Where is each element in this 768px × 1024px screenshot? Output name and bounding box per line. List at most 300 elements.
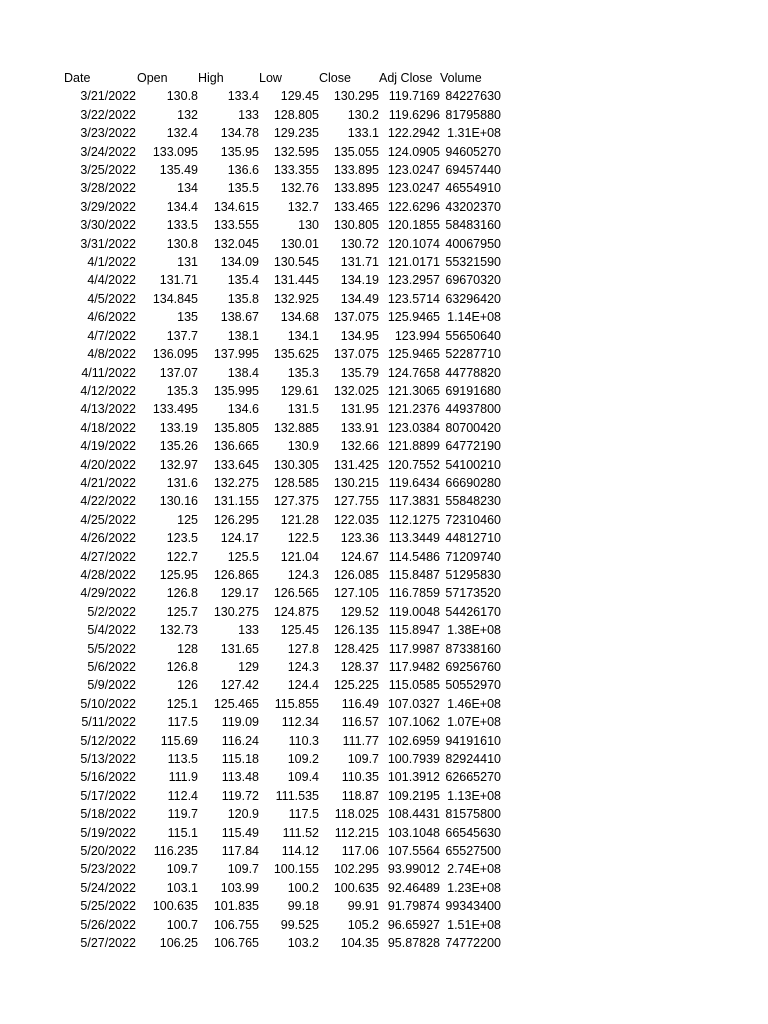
open-cell: 116.235 <box>153 844 198 859</box>
adj-close-cell: 120.7552 <box>387 457 440 472</box>
close-cell: 133.895 <box>333 181 379 196</box>
low-cell: 124.3 <box>287 567 319 582</box>
table-row <box>62 124 501 142</box>
date-cell: 3/30/2022 <box>80 218 136 233</box>
adj-close-cell: 122.6296 <box>387 199 440 214</box>
date-cell: 4/7/2022 <box>87 328 136 343</box>
high-cell: 134.78 <box>220 126 259 141</box>
low-cell: 132.885 <box>273 420 319 435</box>
close-cell: 131.95 <box>340 402 379 417</box>
high-cell: 133.645 <box>213 457 259 472</box>
date-cell: 3/21/2022 <box>80 89 136 104</box>
close-cell: 137.075 <box>333 310 379 325</box>
table-row <box>62 437 501 455</box>
stock-price-table <box>62 69 501 953</box>
date-cell: 3/25/2022 <box>80 163 136 178</box>
table-row <box>62 824 501 842</box>
volume-cell: 94605270 <box>445 144 501 159</box>
open-cell: 131 <box>177 255 198 270</box>
close-cell: 125.225 <box>333 678 379 693</box>
adj-close-cell: 121.8899 <box>387 439 440 454</box>
date-cell: 4/4/2022 <box>87 273 136 288</box>
date-cell: 5/4/2022 <box>87 623 136 638</box>
low-cell: 130.305 <box>273 457 319 472</box>
table-row <box>62 492 501 510</box>
high-cell: 133.4 <box>227 89 259 104</box>
table-row <box>62 456 501 474</box>
low-cell: 115.855 <box>274 696 319 711</box>
high-cell: 133.555 <box>213 218 259 233</box>
low-cell: 132.76 <box>280 181 319 196</box>
table-row <box>62 308 501 326</box>
volume-cell: 65527500 <box>445 844 501 859</box>
adj-close-cell: 113.3449 <box>388 531 440 546</box>
high-cell: 106.755 <box>213 917 259 932</box>
close-cell: 112.215 <box>334 825 379 840</box>
close-cell: 122.035 <box>333 512 379 527</box>
adj-close-cell: 125.9465 <box>387 310 440 325</box>
adj-close-cell: 107.1062 <box>387 715 440 730</box>
open-cell: 125.7 <box>166 604 198 619</box>
adj-close-cell: 92.46489 <box>387 880 440 895</box>
date-cell: 4/26/2022 <box>80 531 136 546</box>
volume-cell: 1.51E+08 <box>447 917 501 932</box>
date-cell: 3/28/2022 <box>80 181 136 196</box>
volume-cell: 69191680 <box>445 383 501 398</box>
close-cell: 130.2 <box>347 107 379 122</box>
low-cell: 129.61 <box>280 383 319 398</box>
date-cell: 5/13/2022 <box>80 752 136 767</box>
low-cell: 114.12 <box>281 844 319 859</box>
open-cell: 132.97 <box>159 457 198 472</box>
open-cell: 137.7 <box>166 328 198 343</box>
close-cell: 133.91 <box>340 420 379 435</box>
volume-cell: 87338160 <box>445 641 501 656</box>
open-cell: 135.3 <box>166 383 198 398</box>
open-cell: 126.8 <box>166 586 198 601</box>
open-cell: 135.26 <box>159 439 198 454</box>
table-row <box>62 327 501 345</box>
table-row <box>62 143 501 161</box>
high-cell: 136.6 <box>227 163 259 178</box>
open-cell: 137.07 <box>159 365 198 380</box>
open-cell: 115.69 <box>160 733 198 748</box>
low-cell: 122.5 <box>287 531 319 546</box>
adj-close-cell: 107.0327 <box>387 696 440 711</box>
table-row <box>62 658 501 676</box>
adj-close-cell: 121.0171 <box>387 255 440 270</box>
volume-cell: 55848230 <box>445 494 501 509</box>
table-row <box>62 235 501 253</box>
date-cell: 5/6/2022 <box>87 660 136 674</box>
high-cell: 133 <box>238 107 259 122</box>
low-cell: 111.535 <box>275 788 319 803</box>
adj-close-cell: 123.5714 <box>387 291 440 306</box>
adj-close-cell: 112.1275 <box>388 512 440 527</box>
volume-cell: 64772190 <box>445 439 501 454</box>
date-cell: 4/8/2022 <box>87 347 136 362</box>
high-cell: 115.49 <box>221 825 259 840</box>
high-cell: 103.99 <box>220 880 259 895</box>
column-header-close: Close <box>319 71 351 85</box>
close-cell: 135.79 <box>340 365 379 380</box>
low-cell: 124.875 <box>273 604 319 619</box>
open-cell: 134.845 <box>152 291 198 306</box>
table-row <box>62 584 501 602</box>
table-row <box>62 198 501 216</box>
date-cell: 5/27/2022 <box>80 936 136 951</box>
table-row <box>62 548 501 566</box>
open-cell: 135.49 <box>159 163 198 178</box>
date-cell: 5/19/2022 <box>80 825 136 840</box>
date-cell: 5/5/2022 <box>87 641 136 656</box>
spreadsheet <box>62 69 502 953</box>
close-cell: 123.36 <box>340 531 379 546</box>
close-cell: 129.52 <box>340 604 379 619</box>
high-cell: 101.835 <box>213 899 259 914</box>
date-cell: 5/10/2022 <box>80 696 136 711</box>
table-row <box>62 713 501 731</box>
date-cell: 3/23/2022 <box>80 126 136 141</box>
date-cell: 4/29/2022 <box>80 586 136 601</box>
adj-close-cell: 124.0905 <box>387 144 440 159</box>
adj-close-cell: 122.2942 <box>387 126 440 141</box>
low-cell: 130 <box>298 218 319 233</box>
volume-cell: 54426170 <box>445 604 501 619</box>
table-row <box>62 916 501 934</box>
high-cell: 130.275 <box>213 604 259 619</box>
adj-close-cell: 102.6959 <box>387 733 440 748</box>
low-cell: 125.45 <box>280 623 319 638</box>
close-cell: 116.57 <box>341 715 379 730</box>
open-cell: 100.7 <box>166 917 198 932</box>
volume-cell: 69670320 <box>445 273 501 288</box>
close-cell: 130.215 <box>333 475 379 490</box>
high-cell: 131.155 <box>213 494 259 509</box>
open-cell: 111.9 <box>168 770 198 785</box>
low-cell: 135.3 <box>287 365 319 380</box>
open-cell: 126.8 <box>166 660 198 674</box>
table-row <box>62 805 501 823</box>
table-row <box>62 253 501 271</box>
date-cell: 4/19/2022 <box>80 439 136 454</box>
adj-close-cell: 119.6296 <box>388 107 440 122</box>
high-cell: 134.615 <box>213 199 259 214</box>
adj-close-cell: 117.9482 <box>388 660 440 674</box>
close-cell: 118.025 <box>334 807 379 822</box>
high-cell: 125.465 <box>213 696 259 711</box>
high-cell: 135.4 <box>227 273 259 288</box>
close-cell: 134.95 <box>340 328 379 343</box>
open-cell: 131.6 <box>166 475 198 490</box>
date-cell: 5/9/2022 <box>87 678 136 693</box>
close-cell: 130.72 <box>340 236 379 251</box>
adj-close-cell: 123.0247 <box>387 181 440 196</box>
low-cell: 99.18 <box>287 899 319 914</box>
date-cell: 5/18/2022 <box>80 807 136 822</box>
low-cell: 129.235 <box>273 126 319 141</box>
volume-cell: 80700420 <box>445 420 501 435</box>
adj-close-cell: 107.5564 <box>387 844 440 859</box>
open-cell: 128 <box>177 641 198 656</box>
open-cell: 130.8 <box>166 89 198 104</box>
high-cell: 115.18 <box>221 752 259 767</box>
volume-cell: 55650640 <box>445 328 501 343</box>
low-cell: 130.9 <box>287 439 319 454</box>
table-row <box>62 768 501 786</box>
open-cell: 122.7 <box>166 549 198 564</box>
low-cell: 133.355 <box>273 163 319 178</box>
volume-cell: 72310460 <box>445 512 501 527</box>
low-cell: 127.8 <box>287 641 319 656</box>
low-cell: 132.7 <box>287 199 319 214</box>
date-cell: 3/31/2022 <box>80 236 136 251</box>
volume-cell: 1.13E+08 <box>447 788 501 803</box>
close-cell: 130.805 <box>333 218 379 233</box>
high-cell: 106.765 <box>213 936 259 951</box>
low-cell: 134.1 <box>287 328 319 343</box>
table-row <box>62 271 501 289</box>
adj-close-cell: 101.3912 <box>387 770 440 785</box>
adj-close-cell: 120.1855 <box>387 218 440 233</box>
low-cell: 128.805 <box>273 107 319 122</box>
table-row <box>62 290 501 308</box>
close-cell: 131.71 <box>340 255 379 270</box>
table-row <box>62 750 501 768</box>
high-cell: 125.5 <box>227 549 259 564</box>
low-cell: 131.445 <box>273 273 319 288</box>
table-row <box>62 897 501 915</box>
high-cell: 135.95 <box>220 144 259 159</box>
volume-cell: 81795880 <box>445 107 501 122</box>
close-cell: 102.295 <box>333 862 379 877</box>
low-cell: 126.565 <box>273 586 319 601</box>
date-cell: 5/2/2022 <box>87 604 136 619</box>
open-cell: 123.5 <box>166 531 198 546</box>
date-cell: 5/26/2022 <box>80 917 136 932</box>
volume-cell: 63296420 <box>445 291 501 306</box>
adj-close-cell: 100.7939 <box>387 752 440 767</box>
low-cell: 100.2 <box>287 880 319 895</box>
date-cell: 4/12/2022 <box>80 383 136 398</box>
date-cell: 4/1/2022 <box>87 255 136 270</box>
high-cell: 138.4 <box>227 365 259 380</box>
volume-cell: 81575800 <box>445 807 501 822</box>
volume-cell: 1.07E+08 <box>447 715 501 730</box>
high-cell: 137.995 <box>213 347 259 362</box>
adj-close-cell: 115.8947 <box>388 623 440 638</box>
column-header-date: Date <box>64 71 91 85</box>
table-row <box>62 879 501 897</box>
close-cell: 130.295 <box>333 89 379 104</box>
high-cell: 138.67 <box>220 310 259 325</box>
open-cell: 132.4 <box>166 126 198 141</box>
volume-cell: 66690280 <box>445 475 501 490</box>
low-cell: 128.585 <box>273 475 319 490</box>
table-row <box>62 529 501 547</box>
table-row <box>62 603 501 621</box>
low-cell: 111.52 <box>282 825 319 840</box>
volume-cell: 66545630 <box>445 825 501 840</box>
close-cell: 137.075 <box>333 347 379 362</box>
high-cell: 119.09 <box>221 715 259 730</box>
date-cell: 4/13/2022 <box>80 402 136 417</box>
table-row <box>62 621 501 639</box>
adj-close-cell: 103.1048 <box>387 825 440 840</box>
high-cell: 138.1 <box>227 328 259 343</box>
table-row <box>62 676 501 694</box>
low-cell: 130.545 <box>273 255 319 270</box>
adj-close-cell: 108.4431 <box>387 807 440 822</box>
adj-close-cell: 115.0585 <box>388 678 440 693</box>
open-cell: 125 <box>177 512 198 527</box>
high-cell: 135.995 <box>213 383 259 398</box>
volume-cell: 58483160 <box>445 218 501 233</box>
high-cell: 126.865 <box>213 567 259 582</box>
low-cell: 135.625 <box>273 347 319 362</box>
table-row <box>62 400 501 418</box>
volume-cell: 74772200 <box>445 936 501 951</box>
open-cell: 112.4 <box>167 788 198 803</box>
open-cell: 132.73 <box>159 623 198 638</box>
close-cell: 135.055 <box>333 144 379 159</box>
volume-cell: 1.23E+08 <box>447 880 501 895</box>
adj-close-cell: 117.9987 <box>388 641 440 656</box>
adj-close-cell: 109.2195 <box>387 788 440 803</box>
low-cell: 112.34 <box>281 715 319 730</box>
volume-cell: 55321590 <box>445 255 501 270</box>
open-cell: 109.7 <box>166 862 198 877</box>
open-cell: 106.25 <box>159 936 198 951</box>
low-cell: 110.3 <box>288 733 319 748</box>
date-cell: 5/23/2022 <box>80 862 136 877</box>
high-cell: 135.805 <box>213 420 259 435</box>
adj-close-cell: 121.3065 <box>387 383 440 398</box>
close-cell: 127.105 <box>333 586 379 601</box>
high-cell: 129 <box>238 660 259 674</box>
volume-cell: 44937800 <box>445 402 501 417</box>
close-cell: 133.1 <box>347 126 379 141</box>
high-cell: 134.6 <box>227 402 259 417</box>
volume-cell: 1.38E+08 <box>447 623 501 638</box>
table-row <box>62 695 501 713</box>
high-cell: 136.665 <box>213 439 259 454</box>
low-cell: 109.2 <box>287 752 319 767</box>
close-cell: 100.635 <box>333 880 379 895</box>
table-row <box>62 87 501 105</box>
adj-close-cell: 95.87828 <box>387 936 440 951</box>
volume-cell: 82924410 <box>445 752 501 767</box>
volume-cell: 44778820 <box>445 365 501 380</box>
high-cell: 133 <box>238 623 259 638</box>
high-cell: 116.24 <box>221 733 259 748</box>
date-cell: 5/16/2022 <box>80 770 136 785</box>
high-cell: 127.42 <box>220 678 259 693</box>
table-body <box>62 87 501 952</box>
high-cell: 119.72 <box>221 788 259 803</box>
open-cell: 130.8 <box>166 236 198 251</box>
table-row <box>62 732 501 750</box>
low-cell: 132.925 <box>273 291 319 306</box>
open-cell: 130.16 <box>159 494 198 509</box>
close-cell: 128.37 <box>340 660 379 674</box>
adj-close-cell: 123.2957 <box>387 273 440 288</box>
adj-close-cell: 116.7859 <box>388 586 440 601</box>
table-row <box>62 382 501 400</box>
volume-cell: 46554910 <box>445 181 501 196</box>
open-cell: 131.71 <box>159 273 198 288</box>
close-cell: 126.085 <box>333 567 379 582</box>
adj-close-cell: 123.0247 <box>387 163 440 178</box>
table-row <box>62 364 501 382</box>
high-cell: 135.8 <box>227 291 259 306</box>
volume-cell: 50552970 <box>445 678 501 693</box>
close-cell: 116.49 <box>341 696 379 711</box>
high-cell: 135.5 <box>227 181 259 196</box>
date-cell: 5/17/2022 <box>80 788 136 803</box>
high-cell: 134.09 <box>220 255 259 270</box>
close-cell: 133.895 <box>333 163 379 178</box>
table-row <box>62 860 501 878</box>
date-cell: 5/25/2022 <box>80 899 136 914</box>
close-cell: 126.135 <box>333 623 379 638</box>
high-cell: 113.48 <box>221 770 259 785</box>
close-cell: 127.755 <box>333 494 379 509</box>
close-cell: 124.67 <box>340 549 379 564</box>
table-row <box>62 511 501 529</box>
open-cell: 100.635 <box>152 899 198 914</box>
low-cell: 132.595 <box>273 144 319 159</box>
open-cell: 125.1 <box>166 696 198 711</box>
date-cell: 4/5/2022 <box>87 291 136 306</box>
close-cell: 131.425 <box>333 457 379 472</box>
adj-close-cell: 96.65927 <box>387 917 440 932</box>
date-cell: 4/22/2022 <box>80 494 136 509</box>
table-row <box>62 474 501 492</box>
date-cell: 3/22/2022 <box>80 107 136 122</box>
adj-close-cell: 119.7169 <box>388 89 440 104</box>
close-cell: 99.91 <box>347 899 379 914</box>
table-row <box>62 419 501 437</box>
volume-cell: 1.14E+08 <box>447 310 501 325</box>
open-cell: 125.95 <box>159 567 198 582</box>
close-cell: 128.425 <box>333 641 379 656</box>
adj-close-cell: 120.1074 <box>387 236 440 251</box>
column-header-open: Open <box>137 71 168 85</box>
table-row <box>62 345 501 363</box>
volume-cell: 2.74E+08 <box>447 862 501 877</box>
close-cell: 132.66 <box>340 439 379 454</box>
volume-cell: 54100210 <box>445 457 501 472</box>
date-cell: 3/24/2022 <box>80 144 136 159</box>
date-cell: 5/24/2022 <box>80 880 136 895</box>
open-cell: 117.5 <box>167 715 198 730</box>
date-cell: 4/18/2022 <box>80 420 136 435</box>
high-cell: 109.7 <box>227 862 259 877</box>
high-cell: 132.045 <box>213 236 259 251</box>
adj-close-cell: 124.7658 <box>387 365 440 380</box>
volume-cell: 99343400 <box>445 899 501 914</box>
table-row <box>62 161 501 179</box>
close-cell: 134.49 <box>340 291 379 306</box>
low-cell: 134.68 <box>280 310 319 325</box>
date-cell: 5/11/2022 <box>81 715 136 730</box>
open-cell: 115.1 <box>167 825 198 840</box>
adj-close-cell: 119.6434 <box>388 475 440 490</box>
date-cell: 4/20/2022 <box>80 457 136 472</box>
volume-cell: 52287710 <box>445 347 501 362</box>
close-cell: 132.025 <box>333 383 379 398</box>
